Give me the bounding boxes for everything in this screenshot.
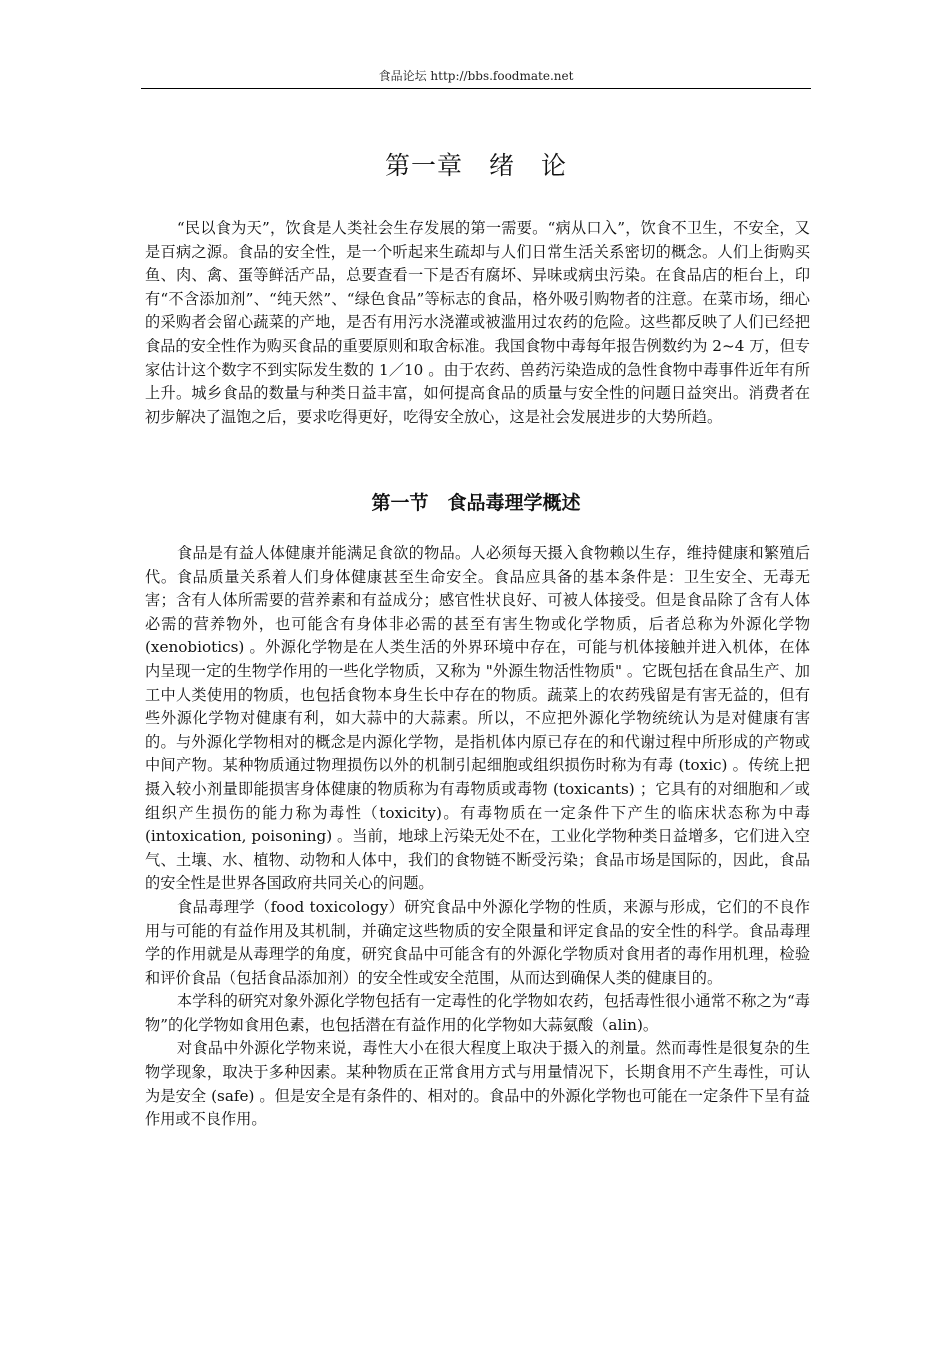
section-body	[145, 542, 810, 1132]
body-paragraph-1: 食品是有益人体健康并能满足食欲的物品。人必须每天摄入食物赖以生存，维持健康和繁殖后代。食品质量关系着人们身体健康甚至生命安全。食品应具备的基本条件是：卫生安全、无毒无害；含有人体所需要的营养素和有益成分；感官性状良好、可被人体接受。但是食品除了含有人体必需的营养物外，也可能含有身体非必需的甚至有害生物或化学物质，后者总称为外源化学物 (xenobiotics) 。外源化学物是在人类生活的外界环境中存在，可能与机体接触并进入机体，在体内呈现一定的生物学作用的一些化学物质，又称为 "外源生物活性物质" 。它既包括在食品生产、加工中人类使用的物质，也包括食物本身生长中存在的物质。蔬菜上的农药残留是有害无益的，但有些外源化学物对健康有利，如大蒜中的大蒜素。所以，不应把外源化学物统统认为是对健康有害的。与外源化学物相对的概念是内源化学物，是指机体内原已存在的和代谢过程中所形成的产物或中间产物。某种物质通过物理损伤以外的机制引起细胞或组织损伤时称为有毒 (toxic) 。传统上把摄入较小剂量即能损害身体健康的物质称为有毒物质或毒物 (toxicants) ；它具有的对细胞和／或组织产生损伤的能力称为毒性（toxicity)。有毒物质在一定条件下产生的临床状态称为中毒 (intoxication, poisoning) 。当前，地球上污染无处不在，工业化学物种类日益增多，它们进入空气、土壤、水、植物、动物和人体中，我们的食物链不断受污染；食品市场是国际的，因此，食品的安全性是世界各国政府共同关心的问题。	[145, 544, 810, 893]
body-paragraph-2: 食品毒理学（food toxicology）研究食品中外源化学物的性质，来源与形成，它们的不良作用与可能的有益作用及其机制，并确定这些物质的安全限量和评定食品的安全性的科学。食品毒理学的作用就是从毒理学的角度，研究食品中可能含有的外源化学物质对食用者的毒作用机理，检验和评价食品（包括食品添加剂）的安全性或安全范围，从而达到确保人类的健康目的。	[145, 897, 810, 987]
page-header: 食品论坛 http://bbs.foodmate.net	[378, 69, 574, 83]
intro-section	[145, 217, 810, 429]
intro-paragraph: “民以食为天”，饮食是人类社会生存发展的第一需要。“病从口入”，饮食不卫生，不安全，又是百病之源。食品的安全性，是一个听起来生疏却与人们日常生活关系密切的概念。人们上街购买鱼、肉、禽、蛋等鲜活产品，总要查看一下是否有腐坏、异味或病虫污染。在食品店的柜台上，印有“不含添加剂”、“纯天然”、“绿色食品”等标志的食品，格外吸引购物者的注意。在菜市场，细心的采购者会留心蔬菜的产地，是否有用污水浇灌或被滥用过农药的危险。这些都反映了人们已经把食品的安全性作为购买食品的重要原则和取舍标准。我国食物中毒每年报告例数约为 2~4 万，但专家估计这个数字不到实际发生数的 1／10 。由于农药、兽药污染造成的急性食物中毒事件近年有所上升。城乡食品的数量与种类日益丰富，如何提高食品的质量与安全性的问题日益突出。消费者在初步解决了温饱之后，要求吃得更好，吃得安全放心，这是社会发展进步的大势所趋。	[145, 219, 810, 426]
body-paragraph-4: 对食品中外源化学物来说，毒性大小在很大程度上取决于摄入的剂量。然而毒性是很复杂的生物学现象，取决于多种因素。某种物质在正常食用方式与用量情况下，长期食用不产生毒性，可认为是安全 (safe) 。但是安全是有条件的、相对的。食品中的外源化学物也可能在一定条件下呈有益作用或不良作用。	[145, 1039, 810, 1129]
body-paragraph-3: 本学科的研究对象外源化学物包括有一定毒性的化学物如农药，包括毒性很小通常不称之为“毒物”的化学物如食用色素，也包括潜在有益作用的化学物如大蒜氨酸（alin)。	[145, 992, 810, 1034]
header-divider	[141, 88, 811, 89]
section-title: 第一节 食品毒理学概述	[371, 492, 581, 514]
chapter-title: 第一章 绪 论	[384, 151, 567, 180]
